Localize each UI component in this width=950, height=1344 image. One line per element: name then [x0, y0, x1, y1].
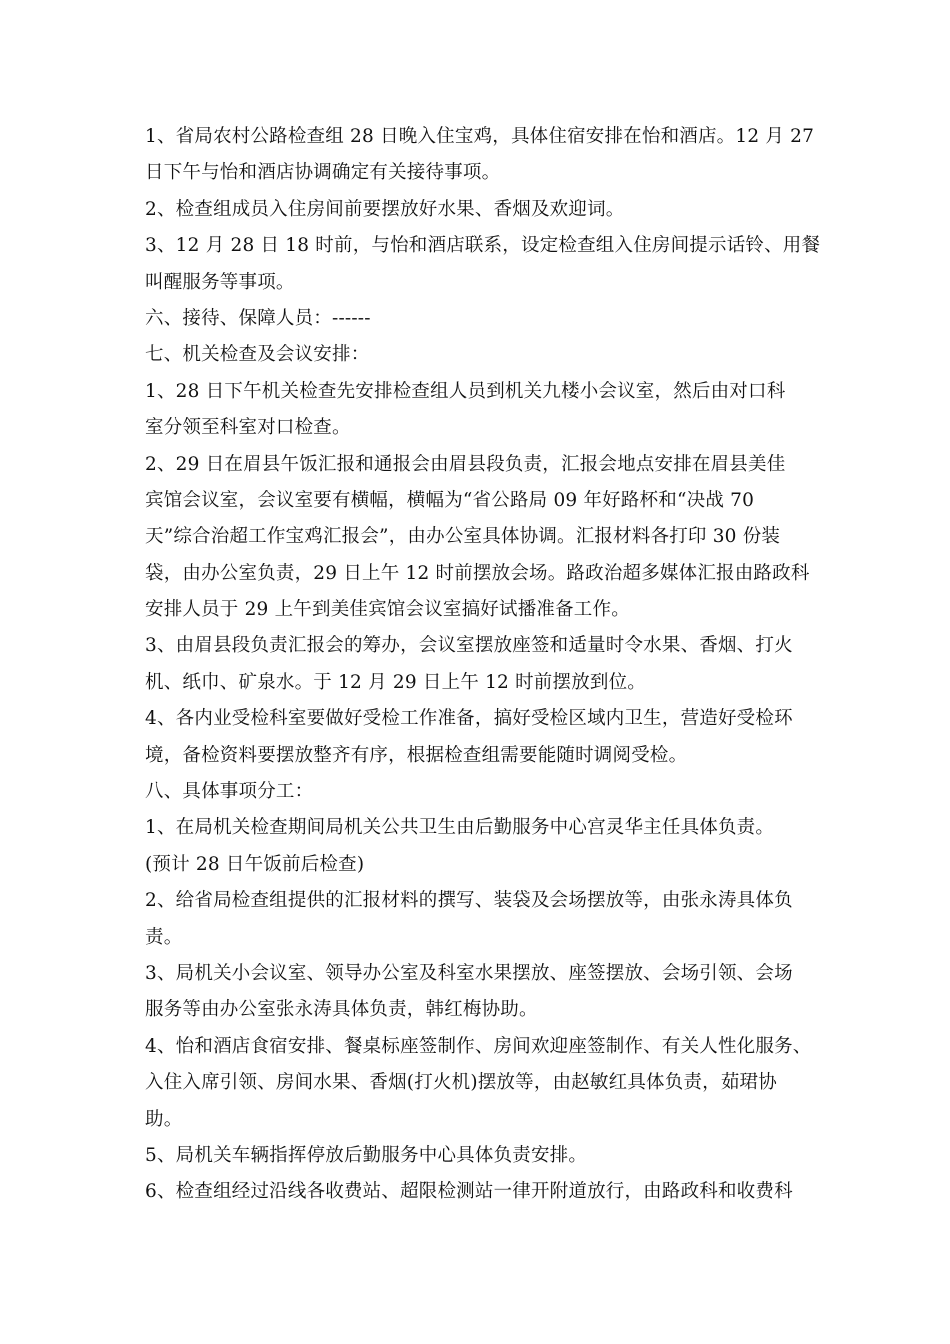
text-line: 安排人员于 29 上午到美佳宾馆会议室搞好试播准备工作。: [145, 599, 630, 621]
text-line: 2、给省局检查组提供的汇报材料的撰写、装袋及会场摆放等，由张永涛具体负: [145, 890, 793, 912]
text-line: 袋，由办公室负责，29 日上午 12 时前摆放会场。路政治超多媒体汇报由路政科: [145, 562, 810, 584]
text-line: 4、各内业受检科室要做好受检工作准备，搞好受检区域内卫生，营造好受检环: [145, 708, 793, 730]
text-line: 服务等由办公室张永涛具体负责，韩红梅协助。: [145, 999, 538, 1021]
section-heading: 六、接待、保障人员：------: [145, 307, 371, 329]
text-line: 日下午与怡和酒店协调确定有关接待事项。: [145, 162, 501, 184]
document-body: [145, 119, 830, 1211]
text-line: 3、由眉县段负责汇报会的筹办，会议室摆放座签和适量时令水果、香烟、打火: [145, 635, 793, 657]
text-line: 4、怡和酒店食宿安排、餐桌标座签制作、房间欢迎座签制作、有关人性化服务、: [145, 1035, 812, 1057]
text-line: 1、28 日下午机关检查先安排检查组人员到机关九楼小会议室，然后由对口科: [145, 380, 786, 402]
text-line: 助。: [145, 1108, 183, 1130]
text-line: 责。: [145, 926, 183, 948]
text-line: 1、省局农村公路检查组 28 日晚入住宝鸡，具体住宿安排在怡和酒店。12 月 27: [145, 126, 815, 147]
text-line: 宾馆会议室，会议室要有横幅，横幅为“省公路局 09 年好路杯和“决战 70: [145, 489, 755, 511]
text-line: (预计 28 日午饭前后检查): [145, 853, 365, 875]
text-line: 叫醒服务等事项。: [145, 271, 295, 293]
text-line: 6、检查组经过沿线各收费站、超限检测站一律开附道放行，由路政科和收费科: [145, 1181, 793, 1203]
text-line: 2、29 日在眉县午饭汇报和通报会由眉县段负责，汇报会地点安排在眉县美佳: [145, 453, 786, 475]
text-line: 5、局机关车辆指挥停放后勤服务中心具体负责安排。: [145, 1144, 588, 1166]
text-line: 机、纸巾、矿泉水。于 12 月 29 日上午 12 时前摆放到位。: [145, 671, 647, 693]
text-line: 入住入席引领、房间水果、香烟(打火机)摆放等，由赵敏红具体负责，茹珺协: [145, 1072, 777, 1094]
text-line: 3、局机关小会议室、领导办公室及科室水果摆放、座签摆放、会场引领、会场: [145, 962, 793, 984]
text-line: 境，备检资料要摆放整齐有序，根据检查组需要能随时调阅受检。: [145, 744, 688, 766]
text-line: 天”综合治超工作宝鸡汇报会”，由办公室具体协调。汇报材料各打印 30 份装: [145, 526, 781, 548]
text-line: 室分领至科室对口检查。: [145, 417, 351, 439]
text-line: 3、12 月 28 日 18 时前，与怡和酒店联系，设定检查组入住房间提示话铃、用餐: [145, 235, 821, 257]
text-line: 1、在局机关检查期间局机关公共卫生由后勤服务中心宫灵华主任具体负责。: [145, 817, 775, 839]
section-heading: 八、具体事项分工：: [145, 781, 314, 803]
text-line: 2、检查组成员入住房间前要摆放好水果、香烟及欢迎词。: [145, 198, 625, 220]
section-heading: 七、机关检查及会议安排：: [145, 344, 370, 366]
